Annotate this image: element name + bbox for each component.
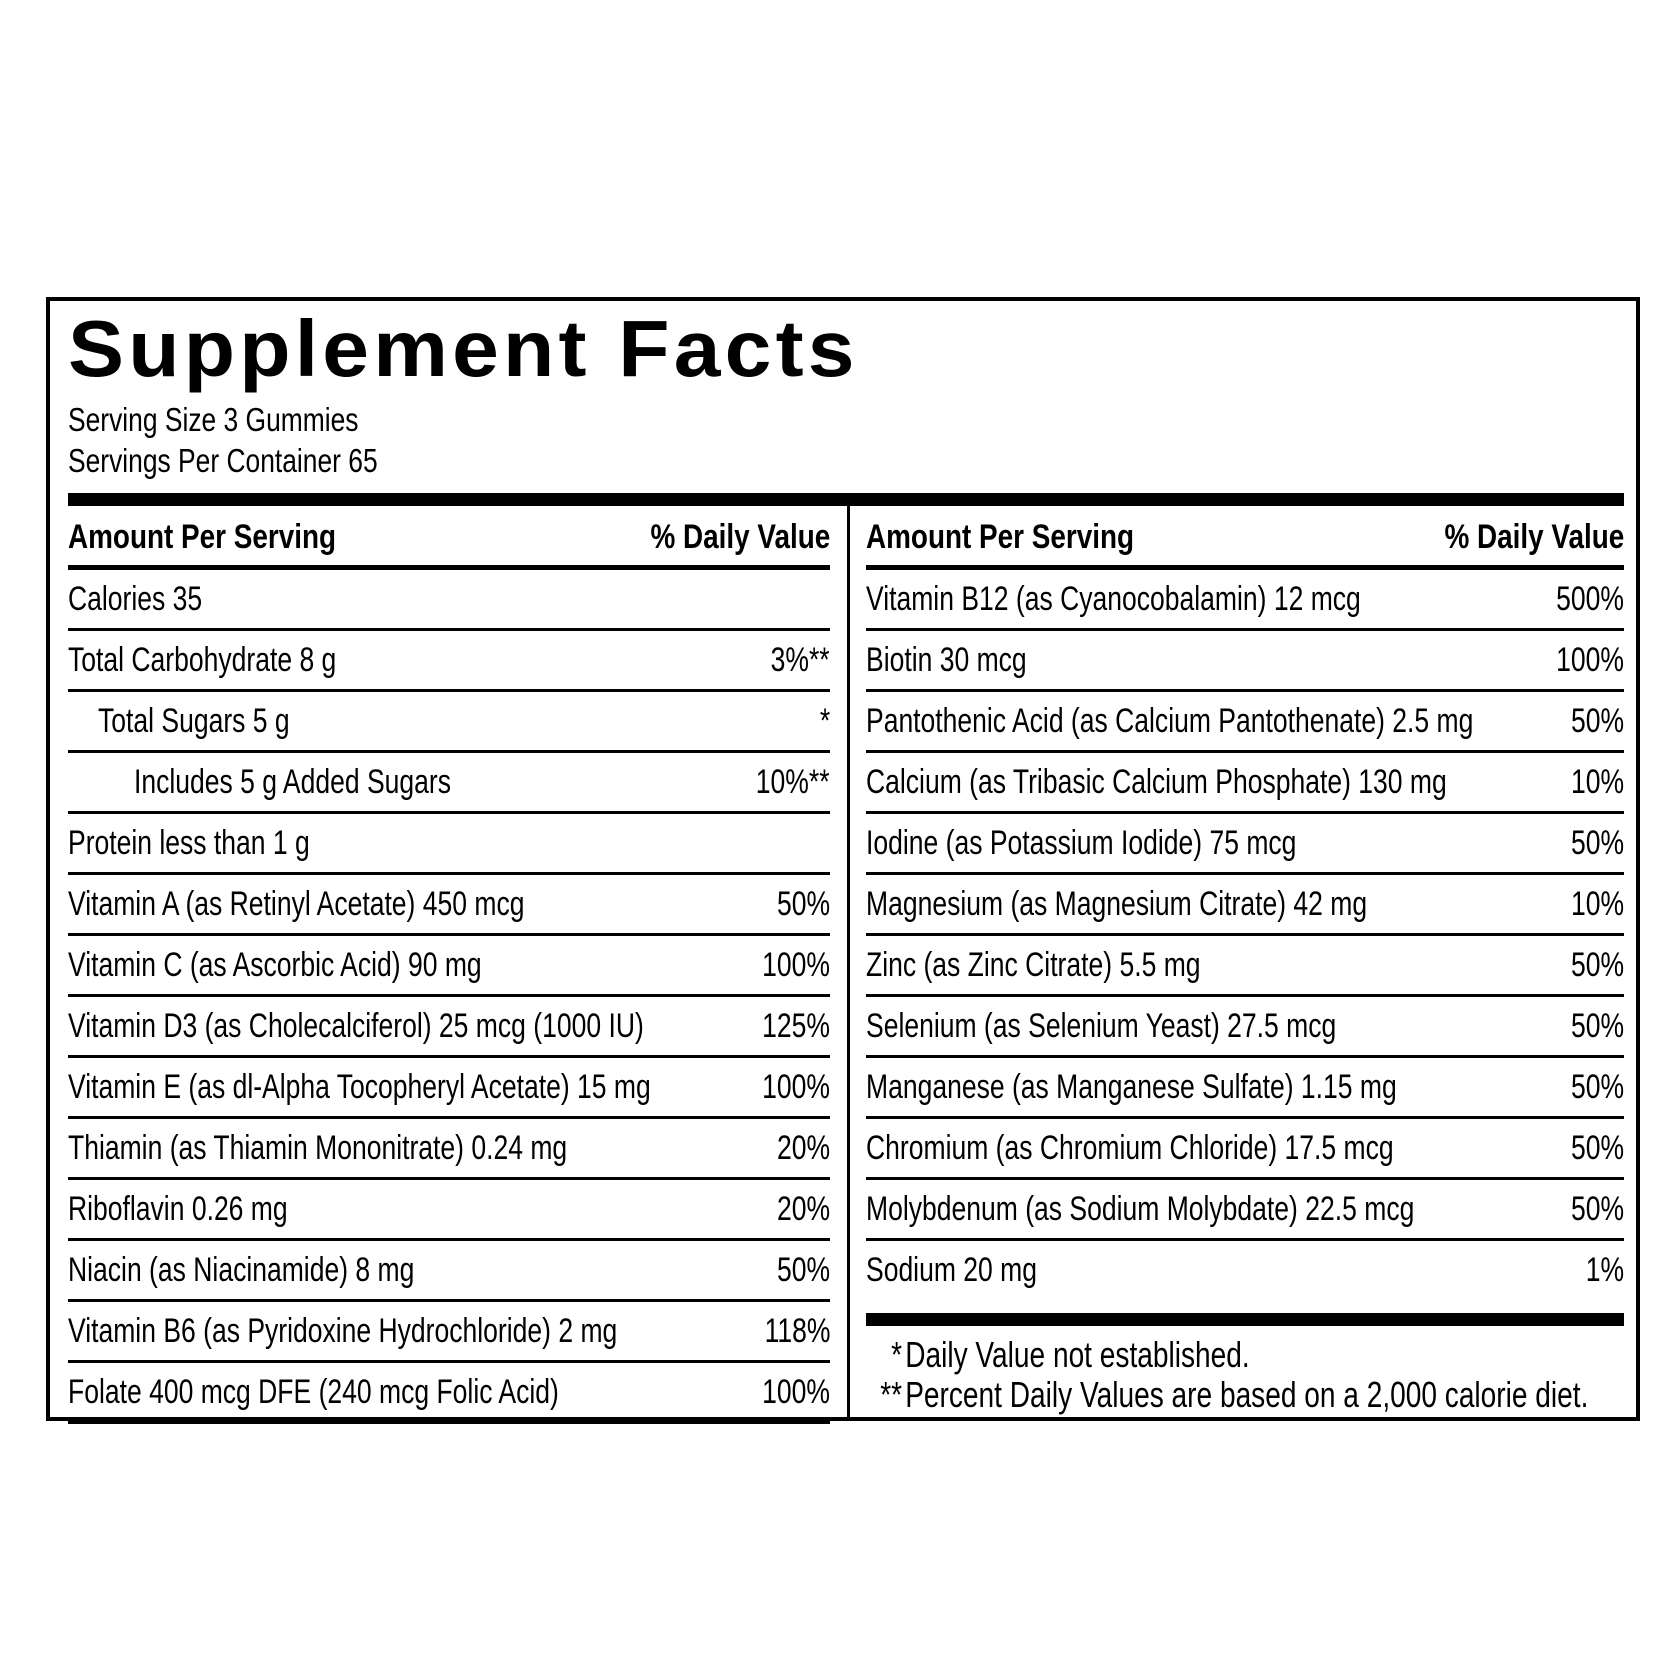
daily-value: 1%	[1585, 1251, 1624, 1289]
nutrient-name: Calories 35	[68, 580, 203, 618]
nutrient-name: Magnesium (as Magnesium Citrate) 42 mg	[866, 885, 1368, 923]
nutrient-name: Total Sugars 5 g	[98, 702, 290, 740]
right-column-header	[866, 506, 1624, 570]
nutrient-name: Iodine (as Potassium Iodide) 75 mcg	[866, 824, 1297, 862]
nutrient-row	[68, 997, 830, 1058]
header-rule	[68, 493, 1624, 506]
nutrient-row	[68, 936, 830, 997]
nutrient-name: Molybdenum (as Sodium Molybdate) 22.5 mcg	[866, 1190, 1415, 1228]
footnote-text: Percent Daily Values are based on a 2,000 calorie diet.	[905, 1374, 1589, 1415]
nutrient-name: Protein less than 1 g	[68, 824, 310, 862]
servings-per-container: Servings Per Container 65	[68, 442, 378, 479]
left-column	[68, 506, 830, 1424]
daily-value: 100%	[762, 1068, 830, 1106]
daily-value: 100%	[762, 946, 830, 984]
nutrient-name: Vitamin C (as Ascorbic Acid) 90 mg	[68, 946, 482, 984]
nutrient-name: Includes 5 g Added Sugars	[134, 763, 451, 801]
nutrient-row	[68, 570, 830, 631]
nutrient-name: Riboflavin 0.26 mg	[68, 1190, 288, 1228]
nutrient-row	[68, 814, 830, 875]
nutrient-name: Thiamin (as Thiamin Mononitrate) 0.24 mg	[68, 1129, 568, 1167]
nutrient-row	[866, 1241, 1624, 1299]
daily-value: 10%	[1570, 763, 1624, 801]
nutrient-row	[866, 1180, 1624, 1241]
daily-value: 10%	[1570, 885, 1624, 923]
column-divider	[847, 506, 850, 1421]
nutrient-row	[866, 1119, 1624, 1180]
daily-value: 20%	[776, 1129, 830, 1167]
nutrient-name: Zinc (as Zinc Citrate) 5.5 mg	[866, 946, 1201, 984]
daily-value: 50%	[1570, 1007, 1624, 1045]
nutrient-row	[68, 1241, 830, 1302]
daily-value: 3%**	[771, 641, 830, 679]
daily-value: 50%	[1570, 824, 1624, 862]
nutrient-row	[866, 753, 1624, 814]
daily-value: 100%	[1556, 641, 1624, 679]
nutrient-name: Selenium (as Selenium Yeast) 27.5 mcg	[866, 1007, 1337, 1045]
daily-value: 125%	[762, 1007, 830, 1045]
daily-value: 500%	[1556, 580, 1624, 618]
footnote-mark: *	[891, 1334, 903, 1375]
nutrient-row	[68, 753, 830, 814]
nutrient-name: Manganese (as Manganese Sulfate) 1.15 mg	[866, 1068, 1397, 1106]
nutrient-row	[866, 814, 1624, 875]
daily-value: 50%	[1570, 946, 1624, 984]
nutrient-row	[68, 631, 830, 692]
nutrient-name: Vitamin B6 (as Pyridoxine Hydrochloride) 2 mg	[68, 1312, 618, 1350]
nutrient-name: Vitamin D3 (as Cholecalciferol) 25 mcg (1000 IU)	[68, 1007, 644, 1045]
nutrient-row	[866, 875, 1624, 936]
daily-value: 10%**	[756, 763, 830, 801]
daily-value: 50%	[1570, 1068, 1624, 1106]
nutrient-row	[68, 875, 830, 936]
nutrient-row	[68, 1058, 830, 1119]
right-column	[866, 506, 1624, 1415]
nutrient-row	[866, 997, 1624, 1058]
nutrient-name: Total Carbohydrate 8 g	[68, 641, 337, 679]
footnote	[874, 1335, 1588, 1375]
amount-header: Amount Per Serving	[866, 518, 1135, 556]
daily-value: 50%	[1570, 1129, 1624, 1167]
nutrient-name: Biotin 30 mcg	[866, 641, 1027, 679]
daily-value: 50%	[776, 885, 830, 923]
nutrient-name: Niacin (as Niacinamide) 8 mg	[68, 1251, 415, 1289]
footnotes	[874, 1335, 1588, 1415]
daily-value: 50%	[776, 1251, 830, 1289]
nutrient-name: Chromium (as Chromium Chloride) 17.5 mcg	[866, 1129, 1394, 1167]
nutrient-row	[68, 1363, 830, 1424]
nutrient-name: Vitamin B12 (as Cyanocobalamin) 12 mcg	[866, 580, 1361, 618]
nutrient-row	[68, 1302, 830, 1363]
daily-value: 50%	[1570, 1190, 1624, 1228]
supplement-facts-panel	[46, 297, 1640, 1421]
panel-title: Supplement Facts	[68, 304, 859, 393]
right-rows	[866, 570, 1624, 1299]
nutrient-row	[866, 631, 1624, 692]
amount-header: Amount Per Serving	[68, 518, 337, 556]
footnote-mark: **	[880, 1374, 903, 1415]
nutrient-row	[866, 936, 1624, 997]
nutrient-name: Calcium (as Tribasic Calcium Phosphate) 130 mg	[866, 763, 1447, 801]
left-rows	[68, 570, 830, 1424]
footnote-text: Daily Value not established.	[905, 1334, 1250, 1375]
daily-value: 100%	[762, 1373, 830, 1411]
nutrient-name: Vitamin A (as Retinyl Acetate) 450 mcg	[68, 885, 525, 923]
nutrient-name: Vitamin E (as dl-Alpha Tocopheryl Acetate) 15 mg	[68, 1068, 651, 1106]
daily-value: 118%	[764, 1312, 830, 1350]
nutrient-row	[68, 692, 830, 753]
daily-value-header: % Daily Value	[650, 518, 830, 556]
nutrient-name: Pantothenic Acid (as Calcium Pantothenate) 2.5 mg	[866, 702, 1474, 740]
footnote-rule	[866, 1313, 1624, 1326]
nutrient-name: Folate 400 mcg DFE (240 mcg Folic Acid)	[68, 1373, 559, 1411]
daily-value-header: % Daily Value	[1444, 518, 1624, 556]
daily-value: 20%	[776, 1190, 830, 1228]
nutrient-row	[68, 1180, 830, 1241]
serving-size: Serving Size 3 Gummies	[68, 401, 359, 438]
daily-value: 50%	[1570, 702, 1624, 740]
nutrient-name: Sodium 20 mg	[866, 1251, 1038, 1289]
daily-value: *	[819, 702, 830, 740]
nutrient-row	[866, 1058, 1624, 1119]
footnote	[874, 1375, 1588, 1415]
nutrient-row	[866, 692, 1624, 753]
nutrient-row	[866, 570, 1624, 631]
left-column-header	[68, 506, 830, 570]
nutrient-row	[68, 1119, 830, 1180]
